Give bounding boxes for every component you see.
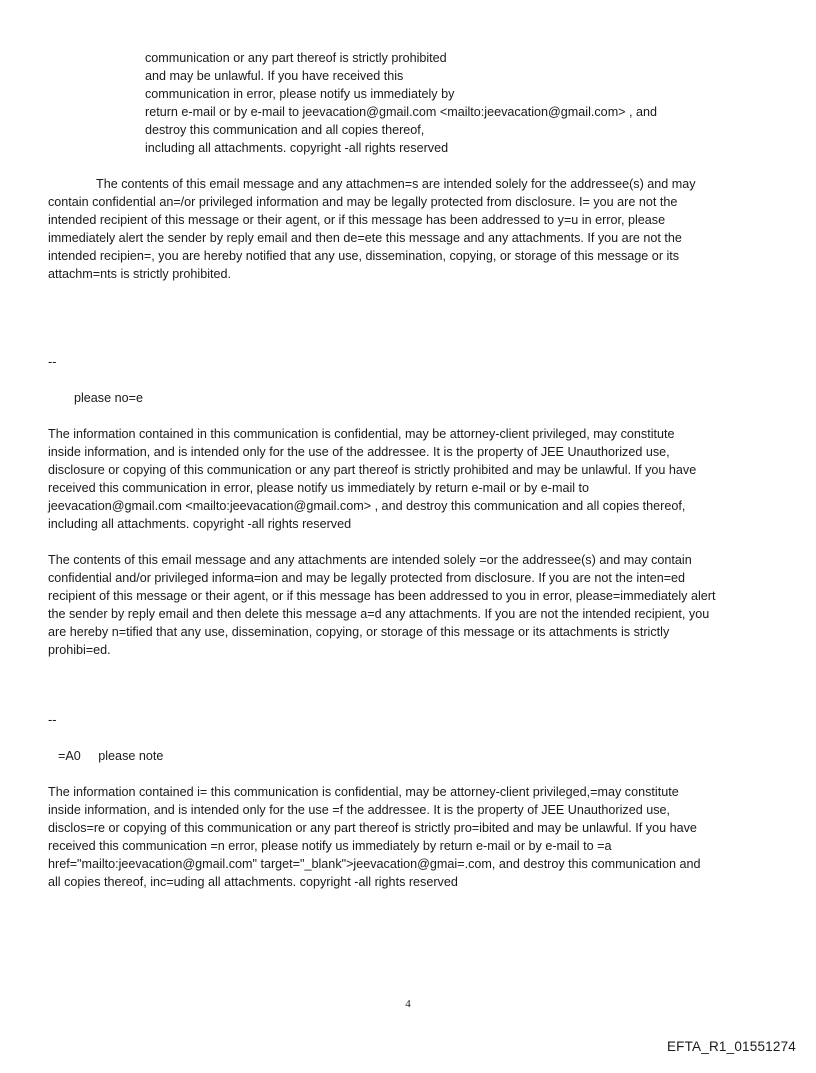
text-line: communication or any part thereof is strictly prohibited [145,51,447,65]
text-line: destroy this communication and all copies thereof, [145,123,425,137]
text-line: and may be unlawful. If you have received this [145,69,404,83]
text-line: contain confidential an=/or privileged information and may be legally protected from disclosure. I= you are not the [48,195,678,209]
separator: -- [48,713,57,727]
text-line: received this communication =n error, please notify us immediately by return e-mail or by e-mail to =a [48,839,612,853]
text-line: The contents of this email message and any attachmen=s are intended solely for the addressee(s) and may [96,177,696,191]
note-line: please no=e [74,391,143,405]
text-line: jeevacation@gmail.com <mailto:jeevacation@gmail.com> , and destroy this communication and all copies thereof, [48,499,686,513]
text-line: recipient of this message or their agent, or if this message has been addressed to you in error, please=immediately alert [48,589,716,603]
text-line: href="mailto:jeevacation@gmail.com" target="_blank">jeevacation@gmai=.com, and destroy this communication and [48,857,701,871]
text-line: intended recipien=, you are hereby notified that any use, dissemination, copying, or storage of this message or its [48,249,680,263]
text-line: immediately alert the sender by reply email and then de=ete this message and any attachments. If you are not the [48,231,682,245]
note-line: =A0 please note [58,749,164,763]
text-line: including all attachments. copyright -all rights reserved [145,141,449,155]
separator: -- [48,355,57,369]
text-line: disclosure or copying of this communication or any part thereof is strictly prohibited and may be unlawful. If you have [48,463,697,477]
text-line: communication in error, please notify us immediately by [145,87,455,101]
text-line: The information contained i= this communication is confidential, may be attorney-client privileged,=may constitute [48,785,679,799]
text-line: the sender by reply email and then delete this message a=d any attachments. If you are not the intended recipient, you [48,607,710,621]
text-line: intended recipient of this message or their agent, or if this message has been addressed to y=u in error, please [48,213,666,227]
text-line: attachm=nts is strictly prohibited. [48,267,232,281]
text-line: The information contained in this communication is confidential, may be attorney-client privileged, may constitute [48,427,675,441]
text-line: return e-mail or by e-mail to jeevacation@gmail.com <mailto:jeevacation@gmail.com> , and [145,105,658,119]
text-line: including all attachments. copyright -all rights reserved [48,517,352,531]
text-line: disclos=re or copying of this communication or any part thereof is strictly pro=ibited and may be unlawful. If you have [48,821,697,835]
text-line: all copies thereof, inc=uding all attachments. copyright -all rights reserved [48,875,458,889]
text-line: inside information, and is intended only for the use =f the addressee. It is the property of JEE Unauthorized use, [48,803,671,817]
text-line: prohibi=ed. [48,643,111,657]
text-line: are hereby n=tified that any use, dissemination, copying, or storage of this message or its attachments is strictly [48,625,670,639]
text-line: confidential and/or privileged informa=ion and may be legally protected from disclosure. If you are not the inten=ed [48,571,686,585]
page-number: 4 [405,998,411,1010]
text-line: received this communication in error, please notify us immediately by return e-mail or by e-mail to [48,481,590,495]
text-line: inside information, and is intended only for the use of the addressee. It is the property of JEE Unauthorized use, [48,445,670,459]
document-id: EFTA_R1_01551274 [666,1039,796,1054]
text-line: The contents of this email message and any attachments are intended solely =or the addressee(s) and may contain [48,553,692,567]
